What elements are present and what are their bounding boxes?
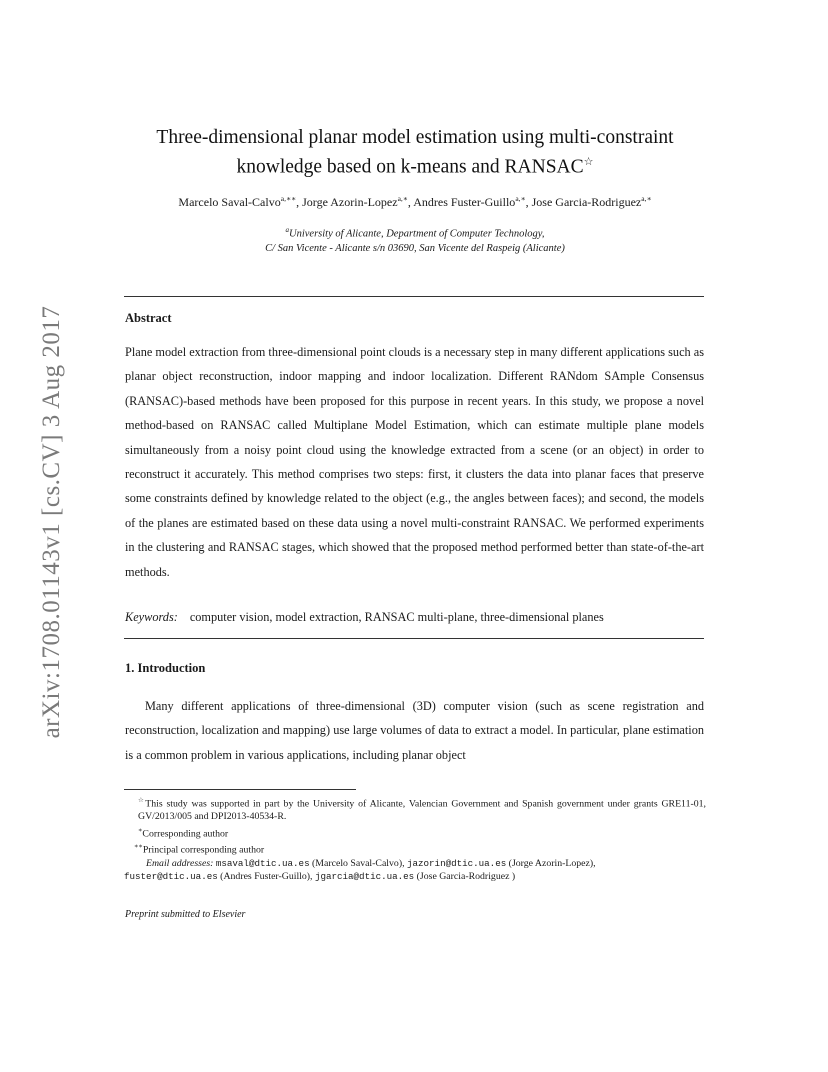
keywords-label: Keywords:: [125, 610, 178, 624]
footnote-funding: ☆This study was supported in part by the University of Alicante, Valencian Government and Spanish government under grants GRE11-01, GV/2013/005 and DPI2013-40534-R.: [138, 797, 706, 823]
arxiv-identifier-stamp: arXiv:1708.01143v1 [cs.CV] 3 Aug 2017: [38, 305, 65, 739]
email-link[interactable]: jgarcia@dtic.ua.es: [314, 870, 415, 882]
paper-title: [120, 125, 710, 180]
author: Jose Garcia-Rodriguez$^{a,∗}$: [531, 194, 652, 209]
footnote-emails: Email addresses: msaval@dtic.ua.es (Marcelo Saval-Calvo), jazorin@dtic.ua.es (Jorge Azorin-Lopez),: [146, 857, 596, 869]
author-list: [100, 194, 730, 210]
abstract-text: Plane model extraction from three-dimensional point clouds is a necessary step in many different applications such as planar object reconstruction, indoor mapping and indoor localization. Different RANdom SAmple Consensus (RANSAC)-based methods have been proposed for this purpose in recent years. In this study, we propose a novel method-based on RANSAC called Multiplane Model Estimation, which can estimate multiple plane models simultaneously from a noisy point cloud using the knowledge extracted from a scene (or an object) in order to reconstruct it accurately. This method comprises two steps: first, it clusters the data into planar faces that preserve some constraints defined by knowledge related to the object (e.g., the angles between faces); and second, the models of the planes are estimated based on these data using a novel multi-constraint RANSAC. We performed experiments in the clustering and RANSAC stages, which showed that the proposed method performed better than state-of-the-art methods.: [125, 345, 704, 579]
title-line-2: knowledge based on k-means and RANSAC☆: [236, 156, 594, 178]
email-link[interactable]: jazorin@dtic.ua.es: [406, 857, 507, 869]
author: Andres Fuster-Guillo$^{a,∗}$,: [413, 194, 532, 209]
introduction-text: Many different applications of three-dimensional (3D) computer vision (such as scene registration and reconstruction, localization and mapping) use large volumes of data to extract a model. In particular, plane estimation is a common problem in various applications, including planar object: [125, 699, 704, 762]
footnote-corresponding: ∗Corresponding author: [138, 826, 229, 839]
keywords-text: computer vision, model extraction, RANSAC multi-plane, three-dimensional planes: [189, 610, 604, 624]
preprint-notice: Preprint submitted to Elsevier: [125, 909, 246, 920]
footnotes: [124, 794, 706, 883]
footnote-emails-continued: fuster@dtic.ua.es (Andres Fuster-Guillo), jgarcia@dtic.ua.es (Jose Garcia-Rodriguez ): [124, 870, 516, 882]
abstract-bottom-rule: [124, 638, 704, 639]
affiliation: $^a$University of Alicante, Department of Computer Technology, C/ San Vicente - Alicante s/n 03690, San Vicente del Raspeig (Alicante): [265, 226, 565, 254]
abstract-top-rule: [124, 296, 704, 297]
section-heading-introduction: 1. Introduction: [125, 661, 206, 675]
email-link[interactable]: msaval@dtic.ua.es: [215, 857, 310, 869]
footnote-rule: [124, 789, 356, 790]
footnote-principal-corresponding: ∗∗Principal corresponding author: [134, 843, 265, 856]
title-line-1: Three-dimensional planar model estimation using multi-constraint: [156, 127, 674, 148]
email-link[interactable]: fuster@dtic.ua.es: [124, 870, 218, 882]
keywords: [125, 610, 704, 625]
abstract-heading: Abstract: [125, 311, 172, 325]
author: Marcelo Saval-Calvo$^{a,∗∗}$,: [178, 194, 303, 209]
title-footnote-mark: ☆: [583, 156, 594, 168]
author: Jorge Azorin-Lopez$^{a,∗}$,: [302, 194, 414, 209]
